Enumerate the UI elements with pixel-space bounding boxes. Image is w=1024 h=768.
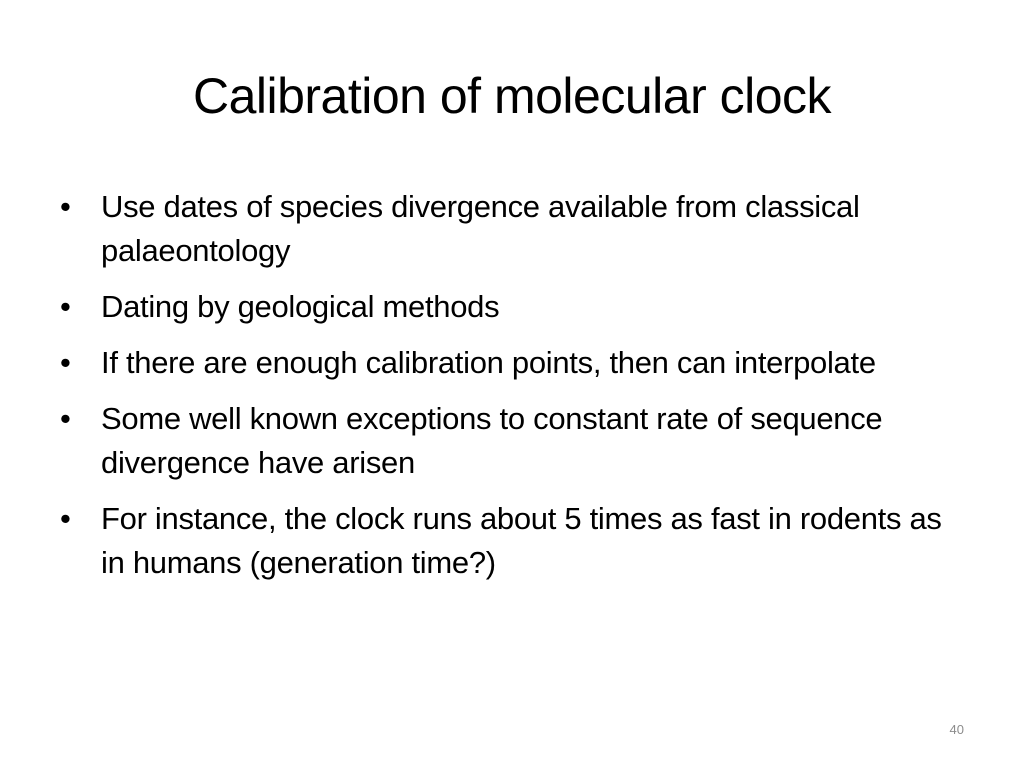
bullet-list (60, 185, 960, 597)
bullet-text: Use dates of species divergence available from classical palaeontology (101, 189, 860, 268)
bullet-item (60, 285, 960, 329)
bullet-text: If there are enough calibration points, then can interpolate (101, 345, 876, 380)
bullet-dot-icon: • (60, 345, 71, 380)
bullet-text: For instance, the clock runs about 5 times as fast in rodents as in humans (generation time?) (101, 501, 942, 580)
bullet-item (60, 341, 960, 385)
bullet-text: Some well known exceptions to constant rate of sequence divergence have arisen (101, 401, 883, 480)
bullet-item (60, 397, 960, 485)
slide-title: Calibration of molecular clock (192, 68, 832, 124)
bullet-item (60, 185, 960, 273)
bullet-dot-icon: • (60, 401, 71, 436)
slide-number: 40 (949, 722, 964, 737)
bullet-item (60, 497, 960, 585)
bullet-dot-icon: • (60, 501, 71, 536)
bullet-text: Dating by geological methods (101, 289, 500, 324)
bullet-dot-icon: • (60, 189, 71, 224)
bullet-dot-icon: • (60, 289, 71, 324)
